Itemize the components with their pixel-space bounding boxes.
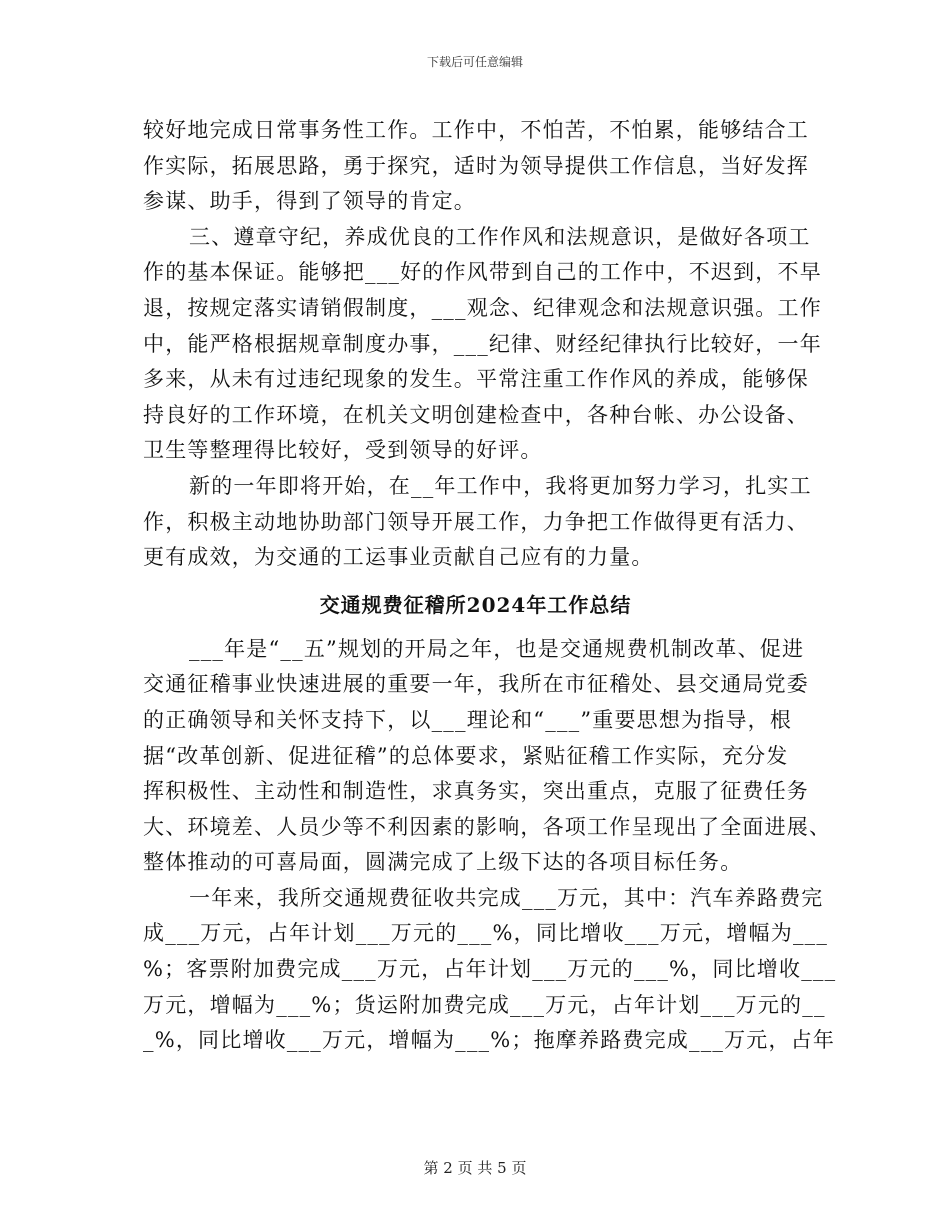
text-line: 交通征稽事业快速进展的重要一年，我所在市征稽处、县交通局党委 — [143, 672, 809, 697]
text-line: 新的一年即将开始，在__年工作中，我将更加努力学习，扎实工 — [189, 473, 812, 498]
page-header: 下载后可任意编辑 — [426, 55, 523, 69]
text-line: 参谋、助手，得到了领导的肯定。 — [143, 189, 476, 214]
text-line: 持良好的工作环境，在机关文明创建检查中，各种台帐、办公设备、 — [143, 402, 809, 427]
text-line: _%，同比增收___万元，增幅为___%；拖摩养路费完成___万元，占年 — [143, 1028, 836, 1053]
text-line: 较好地完成日常事务性工作。工作中，不怕苦，不怕累，能够结合工 — [143, 118, 809, 142]
text-line: 挥积极性、主动性和制造性，求真务实，突出重点，克服了征费任务 — [143, 779, 809, 804]
text-line: 卫生等整理得比较好，受到领导的好评。 — [143, 438, 543, 463]
text-line: %；客票附加费完成___万元，占年计划___万元的___%，同比增收___ — [143, 957, 837, 982]
text-line: 三、遵章守纪，养成优良的工作作风和法规意识，是做好各项工 — [189, 224, 811, 249]
text-line: 作的基本保证。能够把___好的作风带到自己的工作中，不迟到，不早 — [143, 260, 822, 285]
document-body — [143, 113, 837, 1059]
text-line: ___年是“__五”规划的开局之年，也是交通规费机制改革、促进 — [189, 636, 805, 661]
text-line: 更有成效，为交通的工运事业贡献自己应有的力量。 — [143, 545, 654, 570]
text-line: 万元，增幅为___%；货运附加费完成___万元，占年计划___万元的__ — [143, 992, 826, 1017]
text-line: 多来，从未有过违纪现象的发生。平常注重工作作风的养成，能够保 — [143, 367, 809, 392]
text-line: 大、环境差、人员少等不利因素的影响，各项工作呈现出了全面进展、 — [143, 814, 832, 839]
text-line: 的正确领导和关怀支持下，以___理论和“___”重要思想为指导，根 — [143, 707, 793, 732]
page-number: 第 2 页 共 5 页 — [423, 1159, 527, 1177]
text-line: 作实际，拓展思路，勇于探究，适时为领导提供工作信息，当好发挥 — [143, 153, 809, 178]
text-line: 一年来，我所交通规费征收共完成___万元，其中：汽车养路费完 — [189, 885, 824, 910]
section-previous-summary — [143, 113, 822, 576]
text-line: 作，积极主动地协助部门领导开展工作，力争把工作做得更有活力、 — [143, 509, 809, 534]
text-line: 据“改革创新、促进征稽”的总体要求，紧贴征稽工作实际，充分发 — [143, 743, 789, 768]
text-line: 整体推动的可喜局面，圆满完成了上级下达的各项目标任务。 — [143, 850, 743, 875]
text-line: 成___万元，占年计划___万元的___%，同比增收___万元，增幅为___ — [143, 921, 829, 946]
section-work-summary — [143, 632, 837, 1059]
text-line: 退，按规定落实请销假制度，___观念、纪律观念和法规意识强。工作 — [143, 295, 822, 320]
text-line: 中，能严格根据规章制度办事，___纪律、财经纪律执行比较好，一年 — [143, 331, 822, 356]
section-title: 交通规费征稽所2024年工作总结 — [319, 592, 632, 617]
